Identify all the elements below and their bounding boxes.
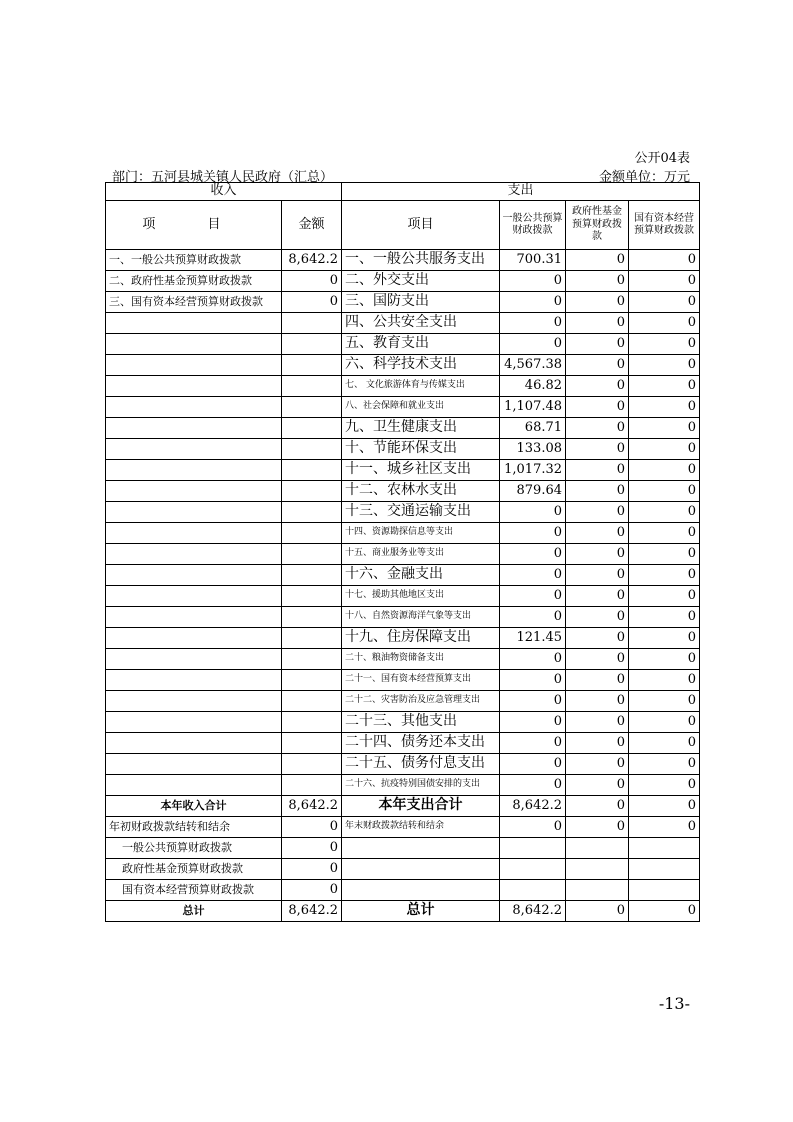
year-end-capital: 0 (629, 817, 700, 838)
expense-capital-value: 0 (629, 376, 700, 397)
empty-cell (106, 313, 282, 334)
empty-cell (282, 544, 342, 565)
grand-total-row (106, 901, 700, 922)
expense-general-value: 700.31 (500, 250, 566, 271)
table-row (106, 523, 700, 544)
table-row (106, 712, 700, 733)
expense-fund-value: 0 (566, 523, 629, 544)
expense-item-label: 二、外交支出 (342, 271, 500, 292)
expense-fund-value: 0 (566, 586, 629, 607)
expense-fund-value: 0 (566, 733, 629, 754)
empty-cell (106, 775, 282, 796)
empty-cell (282, 649, 342, 670)
expense-general-value: 0 (500, 670, 566, 691)
carryover-sub-label: 国有资本经营预算财政拨款 (106, 880, 282, 901)
empty-cell (106, 607, 282, 628)
expense-total-fund: 0 (566, 796, 629, 817)
expense-general-value: 68.71 (500, 418, 566, 439)
empty-cell (282, 355, 342, 376)
expense-fund-value: 0 (566, 649, 629, 670)
expense-item-label: 七、 文化旅游体育与传媒支出 (342, 376, 500, 397)
table-row (106, 397, 700, 418)
expense-fund-value: 0 (566, 292, 629, 313)
expense-general-value: 0 (500, 502, 566, 523)
unit-label: 金额单位：万元 (598, 170, 690, 185)
empty-cell (106, 376, 282, 397)
empty-cell (282, 712, 342, 733)
table-row (106, 754, 700, 775)
empty-cell (566, 838, 629, 859)
empty-cell (629, 838, 700, 859)
empty-cell (566, 859, 629, 880)
empty-cell (282, 481, 342, 502)
empty-cell (106, 586, 282, 607)
table-row (106, 565, 700, 586)
expense-fund-value: 0 (566, 460, 629, 481)
expense-general-value: 0 (500, 754, 566, 775)
grand-total-expense-label: 总计 (342, 901, 500, 922)
expense-fund-value: 0 (566, 334, 629, 355)
empty-cell (500, 880, 566, 901)
empty-cell (106, 418, 282, 439)
table-row (106, 691, 700, 712)
empty-cell (106, 502, 282, 523)
expense-item-label: 二十一、国有资本经营预算支出 (342, 670, 500, 691)
expense-fund-value: 0 (566, 670, 629, 691)
expense-item-label: 二十二、灾害防治及应急管理支出 (342, 691, 500, 712)
table-row (106, 376, 700, 397)
expense-general-value: 0 (500, 712, 566, 733)
department-label: 部门：五河县城关镇人民政府（汇总） (112, 170, 334, 185)
income-item-value: 0 (282, 271, 342, 292)
empty-cell (282, 691, 342, 712)
empty-cell (282, 460, 342, 481)
empty-cell (282, 565, 342, 586)
expense-general-value: 0 (500, 271, 566, 292)
carryover-sub-label: 一般公共预算财政拨款 (106, 838, 282, 859)
empty-cell (500, 859, 566, 880)
expense-fund-value: 0 (566, 712, 629, 733)
table-row (106, 775, 700, 796)
empty-cell (500, 838, 566, 859)
empty-cell (342, 859, 500, 880)
year-end-general: 0 (500, 817, 566, 838)
section-header-row (106, 183, 700, 201)
expense-fund-value: 0 (566, 313, 629, 334)
table-row (106, 418, 700, 439)
expense-item-label: 十、节能环保支出 (342, 439, 500, 460)
table-row (106, 334, 700, 355)
expense-total-general: 8,642.2 (500, 796, 566, 817)
expense-fund-value: 0 (566, 418, 629, 439)
empty-cell (342, 880, 500, 901)
page-number: -13- (658, 994, 690, 1013)
expense-general-value: 879.64 (500, 481, 566, 502)
expense-capital-value: 0 (629, 628, 700, 649)
expense-capital-value: 0 (629, 355, 700, 376)
expense-capital-value: 0 (629, 565, 700, 586)
expense-fund-value: 0 (566, 439, 629, 460)
empty-cell (106, 628, 282, 649)
empty-cell (106, 523, 282, 544)
expense-fund-value: 0 (566, 355, 629, 376)
income-item-label: 二、政府性基金预算财政拨款 (106, 271, 282, 292)
table-row (106, 649, 700, 670)
empty-cell (282, 502, 342, 523)
expense-general-value: 0 (500, 649, 566, 670)
empty-cell (282, 334, 342, 355)
empty-cell (282, 670, 342, 691)
expense-item-label: 二十、粮油物资储备支出 (342, 649, 500, 670)
expense-item-label: 二十四、债务还本支出 (342, 733, 500, 754)
carryover-row (106, 817, 700, 838)
table-row (106, 481, 700, 502)
income-total-label: 本年收入合计 (106, 796, 282, 817)
grand-total-fund: 0 (566, 901, 629, 922)
expense-fund-value: 0 (566, 628, 629, 649)
expense-general-value: 0 (500, 691, 566, 712)
expense-general-value: 0 (500, 565, 566, 586)
expense-capital-value: 0 (629, 250, 700, 271)
empty-cell (106, 649, 282, 670)
empty-cell (106, 481, 282, 502)
income-total-value: 8,642.2 (282, 796, 342, 817)
expense-item-label: 十四、资源勘探信息等支出 (342, 523, 500, 544)
expense-general-value: 0 (500, 607, 566, 628)
table-row (106, 628, 700, 649)
empty-cell (106, 439, 282, 460)
grand-total-general: 8,642.2 (500, 901, 566, 922)
empty-cell (106, 565, 282, 586)
empty-cell (282, 775, 342, 796)
expense-capital-value: 0 (629, 292, 700, 313)
expense-total-capital: 0 (629, 796, 700, 817)
empty-cell (106, 691, 282, 712)
expense-item-label: 十三、交通运输支出 (342, 502, 500, 523)
column-header-row (106, 201, 700, 250)
expense-item-label: 十八、自然资源海洋气象等支出 (342, 607, 500, 628)
expense-general-value: 46.82 (500, 376, 566, 397)
year-end-fund: 0 (566, 817, 629, 838)
expense-capital-value: 0 (629, 607, 700, 628)
empty-cell (106, 544, 282, 565)
table-row (106, 586, 700, 607)
expense-item-label: 九、卫生健康支出 (342, 418, 500, 439)
expense-fund-value: 0 (566, 271, 629, 292)
table-row (106, 733, 700, 754)
expense-item-label: 二十三、其他支出 (342, 712, 500, 733)
carryover-sub-row (106, 859, 700, 880)
expense-item-label: 二十六、抗疫特别国债安排的支出 (342, 775, 500, 796)
carryover-sub-value: 0 (282, 880, 342, 901)
table-row (106, 439, 700, 460)
expense-general-value: 0 (500, 733, 566, 754)
expense-item-label: 五、教育支出 (342, 334, 500, 355)
table-row (106, 271, 700, 292)
carryover-value: 0 (282, 817, 342, 838)
expense-capital-value: 0 (629, 313, 700, 334)
empty-cell (282, 397, 342, 418)
empty-cell (342, 838, 500, 859)
empty-cell (282, 733, 342, 754)
expense-capital-value: 0 (629, 397, 700, 418)
expense-item-label: 八、社会保障和就业支出 (342, 397, 500, 418)
expense-fund-value: 0 (566, 250, 629, 271)
expense-capital-value: 0 (629, 691, 700, 712)
empty-cell (282, 754, 342, 775)
empty-cell (106, 397, 282, 418)
expense-fund-value: 0 (566, 565, 629, 586)
expense-capital-value: 0 (629, 649, 700, 670)
empty-cell (106, 670, 282, 691)
empty-cell (106, 733, 282, 754)
expense-section-header: 支出 (342, 183, 700, 201)
expense-capital-value: 0 (629, 754, 700, 775)
col-header-item: 项 目 (106, 201, 282, 250)
expense-general-value: 4,567.38 (500, 355, 566, 376)
year-end-label: 年末财政拨款结转和结余 (342, 817, 500, 838)
table-row (106, 292, 700, 313)
col-header-general-budget: 一般公共预算财政拨款 (500, 201, 566, 250)
table-row (106, 313, 700, 334)
carryover-sub-value: 0 (282, 859, 342, 880)
expense-general-value: 0 (500, 586, 566, 607)
grand-total-income-value: 8,642.2 (282, 901, 342, 922)
expense-capital-value: 0 (629, 712, 700, 733)
expense-fund-value: 0 (566, 607, 629, 628)
empty-cell (282, 586, 342, 607)
income-item-label: 一、一般公共预算财政拨款 (106, 250, 282, 271)
income-item-value: 8,642.2 (282, 250, 342, 271)
expense-capital-value: 0 (629, 502, 700, 523)
empty-cell (282, 376, 342, 397)
expense-item-label: 十九、住房保障支出 (342, 628, 500, 649)
form-number: 公开04表 (634, 151, 690, 166)
carryover-sub-value: 0 (282, 838, 342, 859)
empty-cell (282, 418, 342, 439)
expense-item-label: 一、一般公共服务支出 (342, 250, 500, 271)
table-row (106, 460, 700, 481)
total-row (106, 796, 700, 817)
empty-cell (106, 355, 282, 376)
carryover-sub-row (106, 838, 700, 859)
expense-general-value: 0 (500, 523, 566, 544)
grand-total-capital: 0 (629, 901, 700, 922)
table-row (106, 355, 700, 376)
budget-table (105, 182, 700, 922)
expense-fund-value: 0 (566, 397, 629, 418)
expense-general-value: 0 (500, 775, 566, 796)
expense-general-value: 1,107.48 (500, 397, 566, 418)
expense-total-label: 本年支出合计 (342, 796, 500, 817)
expense-general-value: 0 (500, 544, 566, 565)
expense-capital-value: 0 (629, 775, 700, 796)
empty-cell (629, 859, 700, 880)
expense-general-value: 121.45 (500, 628, 566, 649)
expense-general-value: 133.08 (500, 439, 566, 460)
empty-cell (282, 628, 342, 649)
col-header-fund-budget: 政府性基金预算财政拨款 (566, 201, 629, 250)
table-row (106, 607, 700, 628)
expense-item-label: 四、公共安全支出 (342, 313, 500, 334)
carryover-label: 年初财政拨款结转和结余 (106, 817, 282, 838)
expense-item-label: 二十五、债务付息支出 (342, 754, 500, 775)
carryover-sub-label: 政府性基金预算财政拨款 (106, 859, 282, 880)
empty-cell (282, 313, 342, 334)
grand-total-income-label: 总计 (106, 901, 282, 922)
expense-capital-value: 0 (629, 586, 700, 607)
expense-general-value: 0 (500, 313, 566, 334)
empty-cell (106, 460, 282, 481)
expense-fund-value: 0 (566, 754, 629, 775)
expense-capital-value: 0 (629, 481, 700, 502)
expense-fund-value: 0 (566, 376, 629, 397)
expense-capital-value: 0 (629, 670, 700, 691)
empty-cell (282, 439, 342, 460)
expense-capital-value: 0 (629, 439, 700, 460)
empty-cell (106, 754, 282, 775)
expense-capital-value: 0 (629, 523, 700, 544)
expense-item-label: 十七、援助其他地区支出 (342, 586, 500, 607)
empty-cell (106, 334, 282, 355)
expense-capital-value: 0 (629, 418, 700, 439)
expense-general-value: 0 (500, 292, 566, 313)
expense-item-label: 三、国防支出 (342, 292, 500, 313)
income-item-label: 三、国有资本经营预算财政拨款 (106, 292, 282, 313)
table-row (106, 250, 700, 271)
expense-general-value: 0 (500, 334, 566, 355)
expense-capital-value: 0 (629, 271, 700, 292)
col-header-amount: 金额 (282, 201, 342, 250)
expense-fund-value: 0 (566, 691, 629, 712)
expense-capital-value: 0 (629, 460, 700, 481)
income-item-value: 0 (282, 292, 342, 313)
expense-capital-value: 0 (629, 334, 700, 355)
table-row (106, 502, 700, 523)
expense-item-label: 十五、商业服务业等支出 (342, 544, 500, 565)
empty-cell (282, 607, 342, 628)
expense-item-label: 十一、城乡社区支出 (342, 460, 500, 481)
income-section-header: 收入 (106, 183, 342, 201)
table-row (106, 544, 700, 565)
empty-cell (566, 880, 629, 901)
empty-cell (106, 712, 282, 733)
expense-item-label: 十二、农林水支出 (342, 481, 500, 502)
col-header-expense-item: 项目 (342, 201, 500, 250)
empty-cell (282, 523, 342, 544)
col-header-capital-budget: 国有资本经营预算财政拨款 (629, 201, 700, 250)
expense-fund-value: 0 (566, 481, 629, 502)
expense-capital-value: 0 (629, 544, 700, 565)
expense-general-value: 1,017.32 (500, 460, 566, 481)
expense-fund-value: 0 (566, 502, 629, 523)
expense-fund-value: 0 (566, 775, 629, 796)
table-row (106, 670, 700, 691)
empty-cell (629, 880, 700, 901)
expense-fund-value: 0 (566, 544, 629, 565)
expense-capital-value: 0 (629, 733, 700, 754)
expense-item-label: 十六、金融支出 (342, 565, 500, 586)
expense-item-label: 六、科学技术支出 (342, 355, 500, 376)
carryover-sub-row (106, 880, 700, 901)
